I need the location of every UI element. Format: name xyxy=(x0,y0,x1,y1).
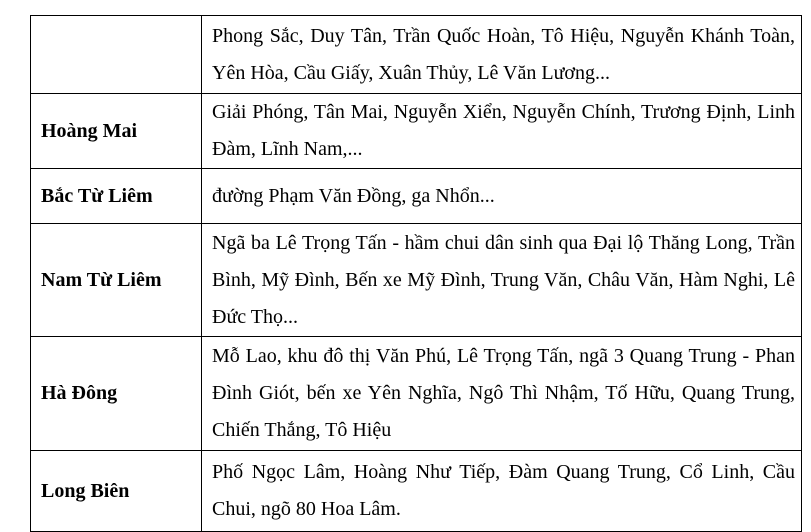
district-cell: Bắc Từ Liêm xyxy=(31,169,202,224)
table-row xyxy=(31,169,802,224)
flood-streets-table xyxy=(30,15,802,532)
district-cell xyxy=(31,16,202,94)
table-row xyxy=(31,451,802,532)
table-row xyxy=(31,16,802,94)
streets-cell: Phong Sắc, Duy Tân, Trần Quốc Hoàn, Tô Hiệu, Nguyễn Khánh Toàn, Yên Hòa, Cầu Giấy, Xuân Thủy, Lê Văn Lương... xyxy=(202,16,802,94)
district-cell: Long Biên xyxy=(31,451,202,532)
table-row xyxy=(31,94,802,169)
streets-cell: Phố Ngọc Lâm, Hoàng Như Tiếp, Đàm Quang Trung, Cổ Linh, Cầu Chui, ngõ 80 Hoa Lâm. xyxy=(202,451,802,532)
district-cell: Hà Đông xyxy=(31,337,202,451)
district-cell: Nam Từ Liêm xyxy=(31,224,202,337)
streets-cell: Mỗ Lao, khu đô thị Văn Phú, Lê Trọng Tấn, ngã 3 Quang Trung - Phan Đình Giót, bến xe Yên Nghĩa, Ngô Thì Nhậm, Tố Hữu, Quang Trung, Chiến Thắng, Tô Hiệu xyxy=(202,337,802,451)
table-row xyxy=(31,337,802,451)
streets-cell: Ngã ba Lê Trọng Tấn - hầm chui dân sinh qua Đại lộ Thăng Long, Trần Bình, Mỹ Đình, Bến xe Mỹ Đình, Trung Văn, Châu Văn, Hàm Nghi, Lê Đức Thọ... xyxy=(202,224,802,337)
streets-cell: đường Phạm Văn Đồng, ga Nhổn... xyxy=(202,169,802,224)
table-row xyxy=(31,224,802,337)
streets-cell: Giải Phóng, Tân Mai, Nguyễn Xiển, Nguyễn Chính, Trương Định, Linh Đàm, Lĩnh Nam,... xyxy=(202,94,802,169)
district-cell: Hoàng Mai xyxy=(31,94,202,169)
